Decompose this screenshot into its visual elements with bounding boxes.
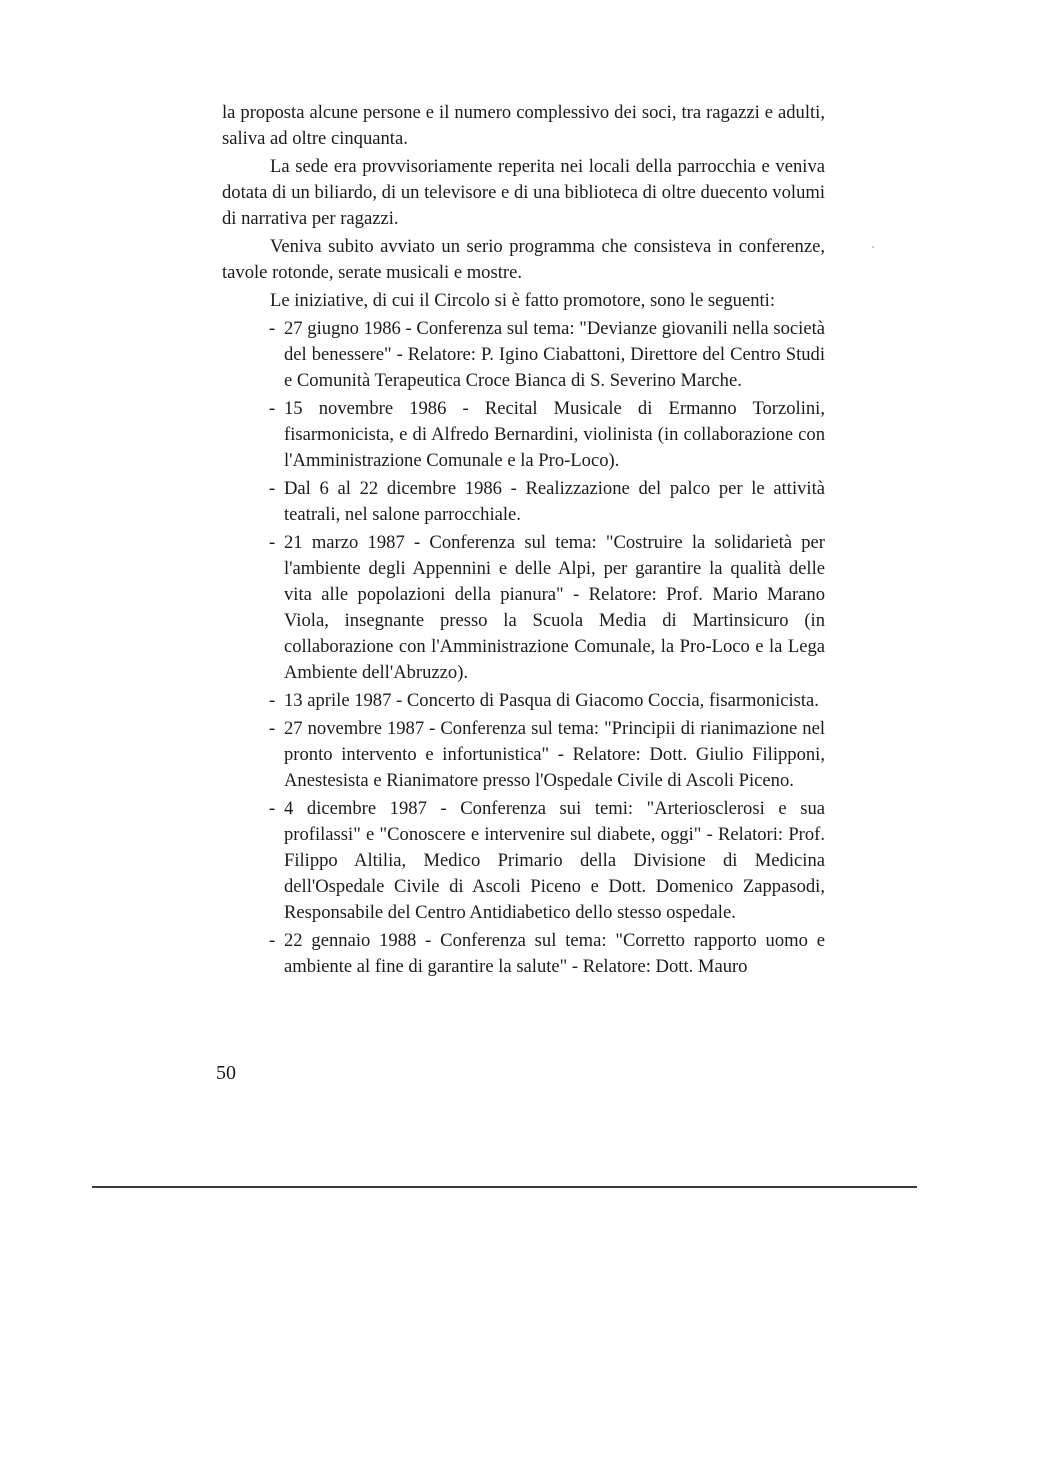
- paragraph-sede: La sede era provvisoriamente reperita nei locali della parrocchia e veniva dotata di un biliardo, di un televisore e di una biblioteca di oltre duecento volumi di narrativa per ragazzi.: [222, 156, 825, 229]
- event-text: 22 gennaio 1988 - Conferenza sul tema: "Corretto rapporto uomo e ambiente al fine di garantire la salute" - Relatore: Dott. Mauro: [284, 930, 825, 977]
- list-item: [222, 396, 825, 474]
- list-marker: -: [269, 798, 276, 819]
- event-text: 21 marzo 1987 - Conferenza sul tema: "Costruire la solidarietà per l'ambiente degli Appennini e delle Alpi, per garantire la qualità delle vita alle popolazioni della pianura" - Relatore: Prof. Mario Marano Viola, insegnante presso la Scuola Media di Martinsicuro (in collaborazione con l'Amministrazione Comunale, la Pro-Loco e la Lega Ambiente dell'Abruzzo).: [284, 532, 825, 683]
- list-marker: -: [269, 478, 276, 499]
- list-item: [222, 928, 825, 980]
- scan-speck: [872, 246, 874, 248]
- list-marker: -: [269, 690, 276, 711]
- list-item: [222, 716, 825, 794]
- list-item: [222, 796, 825, 926]
- list-intro: Le iniziative, di cui il Circolo si è fatto promotore, sono le seguenti:: [270, 290, 776, 311]
- list-marker: -: [269, 930, 276, 951]
- event-text: Dal 6 al 22 dicembre 1986 - Realizzazione del palco per le attività teatrali, nel salone parrocchiale.: [284, 478, 825, 525]
- paragraph-continuation: la proposta alcune persone e il numero complessivo dei soci, tra ragazzi e adulti, saliva ad oltre cinquanta.: [222, 102, 825, 149]
- bottom-rule: [92, 1186, 917, 1188]
- paragraph-programma: Veniva subito avviato un serio programma che consisteva in conferenze, tavole rotonde, serate musicali e mostre.: [222, 236, 825, 283]
- list-item: [222, 688, 825, 714]
- body-text: [222, 100, 825, 982]
- list-marker: -: [269, 532, 276, 553]
- page-number: 50: [216, 1062, 236, 1084]
- list-marker: -: [269, 318, 276, 339]
- list-item: [222, 530, 825, 686]
- list-marker: -: [269, 718, 276, 739]
- event-text: 13 aprile 1987 - Concerto di Pasqua di Giacomo Coccia, fisarmonicista.: [284, 690, 819, 711]
- list-item: [222, 316, 825, 394]
- events-list: [222, 316, 825, 980]
- list-item: [222, 476, 825, 528]
- event-text: 4 dicembre 1987 - Conferenza sui temi: "Arteriosclerosi e sua profilassi" e "Conoscere e intervenire sul diabete, oggi" - Relatori: Prof. Filippo Altilia, Medico Primario della Divisione di Medicina dell'Ospedale Civile di Ascoli Piceno e Dott. Domenico Zappasodi, Responsabile del Centro Antidiabetico dello stesso ospedale.: [284, 798, 825, 923]
- event-text: 27 giugno 1986 - Conferenza sul tema: "Devianze giovanili nella società del benessere" - Relatore: P. Igino Ciabattoni, Direttore del Centro Studi e Comunità Terapeutica Croce Bianca di S. Severino Marche.: [284, 318, 825, 391]
- event-text: 15 novembre 1986 - Recital Musicale di Ermanno Torzolini, fisarmonicista, e di Alfredo Bernardini, violinista (in collaborazione con l'Amministrazione Comunale e la Pro-Loco).: [284, 398, 825, 471]
- list-marker: -: [269, 398, 276, 419]
- event-text: 27 novembre 1987 - Conferenza sul tema: "Principii di rianimazione nel pronto intervento e infortunistica" - Relatore: Dott. Giulio Filipponi, Anestesista e Rianimatore presso l'Ospedale Civile di Ascoli Piceno.: [284, 718, 825, 791]
